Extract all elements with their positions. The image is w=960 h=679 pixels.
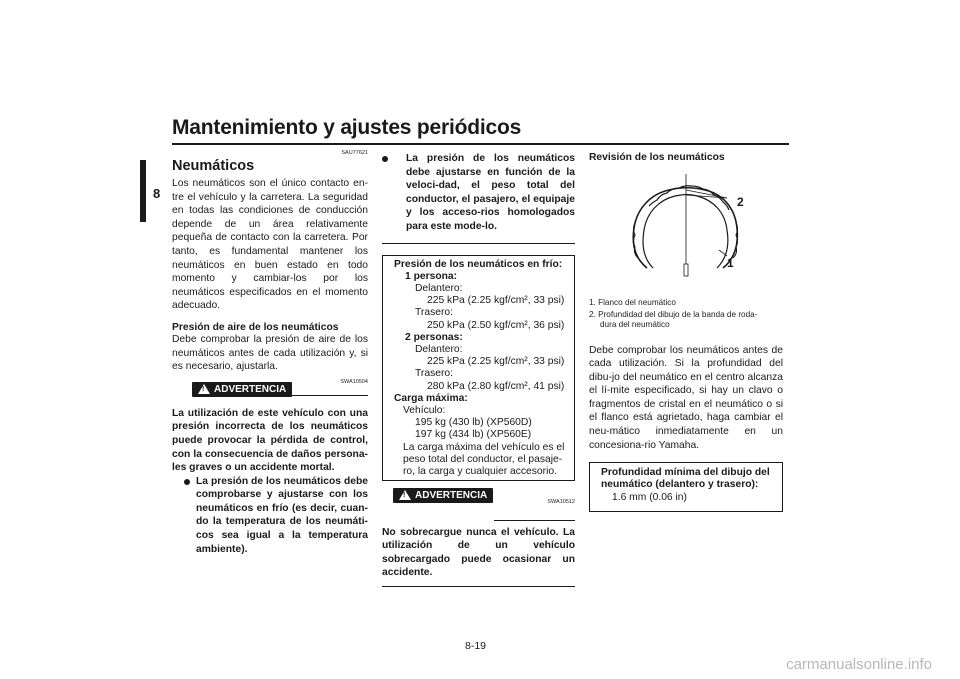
spec-2p-rear: 280 kPa (2.80 kgf/cm², 41 psi): [427, 380, 565, 392]
inspection-paragraph: Debe comprobar los neumáticos antes de cada utilización. Si la profundidad del dibu-jo del neumático en el centro alcanza el lí-mite especificado, si hay un clavo o fragmentos de cristal en el neumático o si el flanco está agrietado, haga cambiar el neu-mático inmediatamente en un concesiona-rio Yamaha.: [589, 344, 783, 451]
warning-text: No sobrecargue nunca el vehículo. La utilización de un vehículo sobrecargado puede ocasionar un accidente.: [382, 526, 575, 579]
warning-label: ADVERTENCIA: [415, 489, 488, 501]
divider: [382, 586, 575, 587]
spec-1-person: 1 persona:: [405, 270, 458, 282]
bullet-text: La presión de los neumáticos debe ajustarse en función de la veloci-dad, el peso total del conductor, el pasajero, el equipaje y los acceso-rios homologados para este mode-lo.: [406, 153, 575, 232]
warning-label: ADVERTENCIA: [214, 383, 287, 395]
bullet-icon: [382, 156, 388, 162]
caption-2: 2. Profundidad del dibujo de la banda de roda-: [589, 309, 758, 319]
spec-max-2: 197 kg (434 lb) (XP560E): [415, 429, 532, 441]
spec-note: La carga máxima del vehículo es el peso total del conductor, el pasaje-ro, la carga y cualquier accesorio.: [403, 441, 565, 478]
page-title: Mantenimiento y ajustes periódicos: [172, 116, 522, 139]
spec-max-1: 195 kg (430 lb) (XP560D): [415, 417, 532, 429]
warning-code: SWA10512: [547, 498, 575, 505]
column-1: [172, 150, 368, 556]
spec-rear-label: Trasero:: [415, 368, 453, 380]
intro-paragraph: [172, 177, 368, 313]
spec-front-label: Delantero:: [415, 282, 463, 294]
title-rule: [172, 143, 789, 145]
spec-1p-front: 225 kPa (2.25 kgf/cm², 33 psi): [427, 295, 565, 307]
warning-header: [382, 488, 575, 512]
warning-rule: [494, 520, 575, 521]
tread-pattern: [649, 186, 729, 210]
spec-rear-label: Trasero:: [415, 307, 453, 319]
page-number: 8-19: [465, 640, 487, 652]
chapter-tab: [140, 160, 146, 222]
spec-1p-rear: 250 kPa (2.50 kgf/cm², 36 psi): [427, 319, 565, 331]
tread-depth-title: Profundidad mínima del dibujo del neumático (delantero y trasero):: [601, 467, 770, 491]
warning-text: La utilización de este vehículo con una presión incorrecta de los neumáticos puede provocar la pérdida de control, con la consecuencia de daños persona-les graves o un accidente mortal.: [172, 407, 368, 474]
section-heading: Neumáticos: [172, 158, 255, 174]
bullet-icon: [184, 479, 190, 485]
warning-icon: !: [399, 490, 411, 500]
caption-2b: dura del neumático: [600, 320, 670, 329]
subheading-pressure: Presión de aire de los neumáticos: [172, 321, 339, 333]
warning-icon: !: [198, 384, 210, 394]
pressure-paragraph: Debe comprobar la presión de aire de los neumáticos antes de cada utilización y, si es necesario, ajustarla.: [172, 333, 368, 373]
caption-1: 1. Flanco del neumático: [589, 298, 676, 307]
warning-badge: [192, 382, 292, 397]
watermark: carmanualsonline.info: [786, 656, 932, 673]
spec-2p-front: 225 kPa (2.25 kgf/cm², 33 psi): [427, 356, 565, 368]
callout-1: 1: [727, 256, 734, 270]
spec-2-persons: 2 personas:: [405, 331, 463, 343]
intro-text: Los neumáticos son el único contacto en-tre el vehículo y la carretera. La seguridad en todas las condiciones de conducción depende de un área relativamente pequeña de contacto con la carretera. Por tanto, es fundamental mantener los neumáticos en buen estado en todo momento y cambiar-los por los neumáticos especificados en el momento adecuado.: [172, 178, 368, 312]
spec-title: Presión de los neumáticos en frío:: [394, 258, 563, 270]
spec-max-load: Carga máxima:: [394, 392, 468, 404]
callout-2: 2: [737, 195, 744, 209]
gauge-body: [684, 264, 688, 276]
bullet-item: [382, 152, 575, 234]
spec-vehicle-label: Vehículo:: [403, 405, 446, 416]
bullet-text: La presión de los neumáticos debe comprobarse y ajustarse con los neumáticos en frío (es decir, cuan-do la temperatura de los neumáti-cos sea igual a la temperatura ambiente).: [196, 475, 368, 555]
column-2: [382, 152, 575, 587]
warning-badge: [393, 488, 493, 503]
tread-depth-value: 1.6 mm (0.06 in): [612, 491, 687, 503]
tire-inner: [643, 195, 728, 269]
divider: [382, 243, 575, 244]
warning-header: [172, 379, 368, 401]
tread-depth-box: [589, 462, 783, 512]
chapter-number: 8: [153, 186, 161, 201]
warning-rule: [290, 395, 368, 396]
spec-front-label: Delantero:: [415, 343, 463, 355]
section-heading: Revisión de los neumáticos: [589, 152, 725, 163]
section-code: SAU77621: [341, 150, 368, 156]
tire-diagram: [589, 168, 783, 288]
column-3: [589, 152, 783, 512]
bullet-item: [184, 475, 368, 557]
pressure-spec-box: [382, 255, 575, 481]
warning-code: SWA10504: [340, 378, 368, 385]
